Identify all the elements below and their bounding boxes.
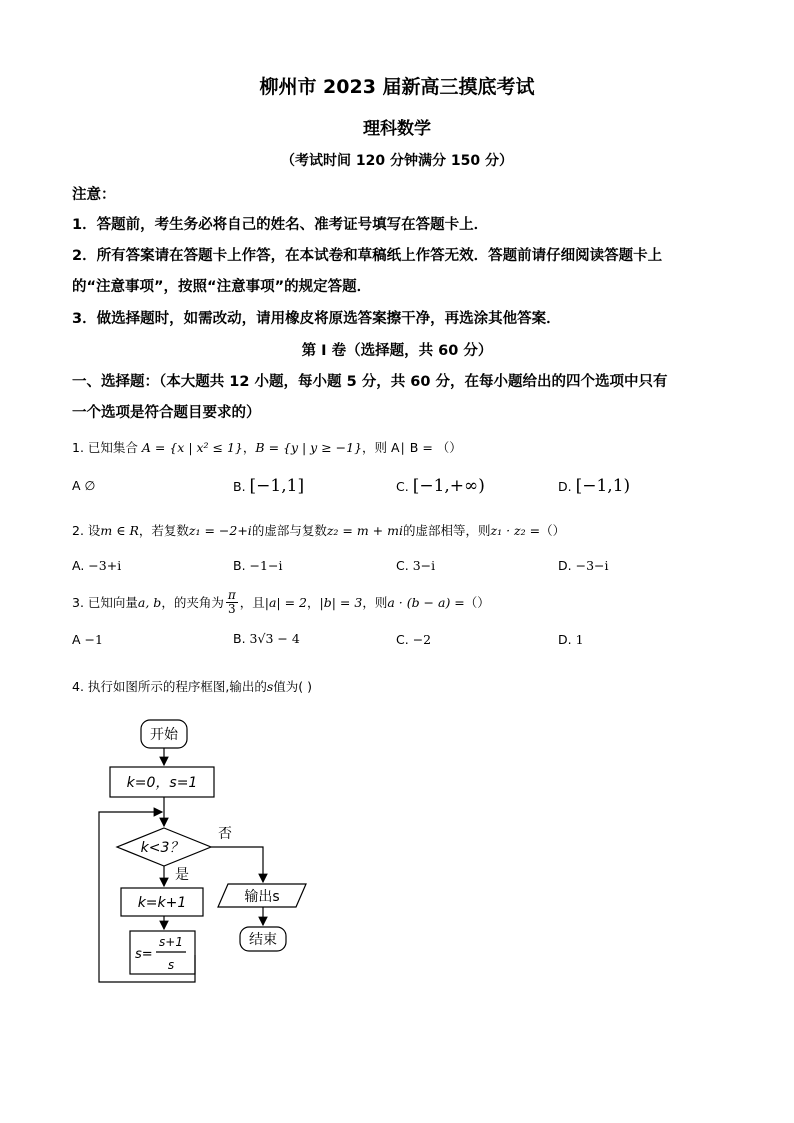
exam-title: 柳州市 2023 届新高三摸底考试 [259, 76, 535, 98]
q4-text: 4. 执行如图所示的程序框图,输出的 [72, 679, 267, 694]
q2-product: z₁ · z₂ = [490, 523, 541, 538]
init-label: k=0，s=1 [126, 775, 198, 791]
q3-text-3: ， [306, 595, 320, 610]
q1-option-b-text: [−1,1] [249, 476, 305, 496]
q2-z1: z₁ = −2+i [188, 523, 252, 538]
assign-numerator: s+1 [159, 935, 183, 949]
q3-option-a-text: −1 [84, 632, 103, 647]
q2-option-d-text: −3−i [575, 558, 609, 573]
q3-ask: （） [464, 595, 490, 610]
q3-expression: a · (b − a) = [387, 594, 465, 610]
q3-prefix: 3. 已知向量 [72, 595, 138, 610]
q2-text-1: ，若复数 [138, 523, 189, 538]
q2-option-a-label: A. [72, 558, 85, 573]
q3-text-2: ，且 [239, 595, 265, 610]
q2-option-a-text: −3+i [88, 558, 122, 573]
q3-option-b-text: 3√3 − 4 [249, 631, 300, 646]
q1-ask: ，则 A∣ B = （） [362, 440, 462, 455]
q3-angle-numerator: π [227, 587, 236, 602]
q3-text-4: ，则 [362, 595, 388, 610]
q1-comma: ， [242, 440, 256, 455]
q2-condition: m ∈ R [100, 523, 139, 538]
assign-lhs: s= [135, 947, 153, 962]
q2-ask: （） [540, 523, 566, 538]
notice-item-3: 3．做选择题时，如需改动，请用橡皮将原选答案擦干净，再选涂其他答案． [72, 311, 561, 327]
q4-ask: 值为( ) [273, 679, 313, 694]
q1-option-b-label: B. [233, 479, 246, 494]
subject-title: 理科数学 [363, 119, 431, 139]
q1-option-d-label: D. [558, 479, 572, 494]
start-label: 开始 [150, 727, 178, 743]
increment-label: k=k+1 [137, 895, 187, 911]
q1-prefix: 1. 已知集合 [72, 440, 138, 455]
q2-prefix: 2. 设 [72, 523, 101, 538]
q1-option-a-label: A [72, 478, 81, 493]
notice-item-1: 1．答题前，考生务必将自己的姓名、准考证号填写在答题卡上． [72, 217, 489, 233]
q3-norm-a: |a| = 2 [264, 594, 307, 610]
q3-option-b-label: B. [233, 631, 246, 646]
notice-item-2-cont: 的“注意事项”，按照“注意事项”的规定答题． [72, 279, 372, 295]
section-intro: 一、选择题：（本大题共 12 小题，每小题 5 分，共 60 分，在每小题给出的四个选项中只有 [72, 374, 668, 390]
q1-option-d-text: [−1,1) [575, 476, 631, 496]
yes-label: 是 [175, 867, 189, 883]
q4-variable: s [266, 679, 274, 694]
q1-option-a-text: ∅ [84, 478, 96, 493]
q3-option-d-label: D. [558, 632, 572, 647]
q3-option-c-text: −2 [412, 632, 432, 647]
condition-label: k<3？ [140, 840, 184, 856]
q3-option-d-text: 1 [575, 632, 584, 647]
end-label: 结束 [249, 932, 277, 948]
q2-option-b-label: B. [233, 558, 246, 573]
output-label: 输出s [244, 889, 280, 905]
notice-item-2: 2．所有答案请在答题卡上作答，在本试卷和草稿纸上作答无效．答题前请仔细阅读答题卡上 [72, 248, 663, 264]
q3-text-1: ，的夹角为 [161, 595, 224, 610]
q2-text-2: 的虚部与复数 [251, 523, 327, 538]
arrow-no [211, 847, 263, 882]
q2-option-c-text: 3−i [412, 558, 436, 573]
q2-option-d-label: D. [558, 558, 572, 573]
q1-set-b: B = {y | y ≥ −1} [255, 440, 363, 455]
q2-option-b-text: −1−i [249, 558, 283, 573]
q2-text-3: 的虚部相等，则 [402, 523, 491, 538]
notice-heading: 注意： [72, 187, 116, 203]
q3-vectors: a, b [137, 594, 162, 610]
q1-option-c-text: [−1,+∞) [412, 476, 485, 496]
q2-option-c-label: C. [396, 558, 409, 573]
no-label: 否 [218, 826, 232, 842]
q3-option-a-label: A [72, 632, 81, 647]
q1-option-c-label: C. [396, 479, 409, 494]
q3-angle-denominator: 3 [227, 601, 236, 616]
assign-denominator: s [167, 958, 175, 972]
exam-info: （考试时间 120 分钟满分 150 分） [281, 153, 513, 169]
q3-norm-b: |b| = 3 [319, 594, 363, 610]
q3-option-c-label: C. [396, 632, 409, 647]
q1-set-a: A = {x | x² ≤ 1} [141, 440, 243, 455]
section-intro-cont: 一个选项是符合题目要求的） [72, 405, 261, 421]
q2-z2: z₂ = m + mi [326, 523, 403, 538]
section-title: 第 I 卷（选择题，共 60 分） [301, 343, 493, 359]
